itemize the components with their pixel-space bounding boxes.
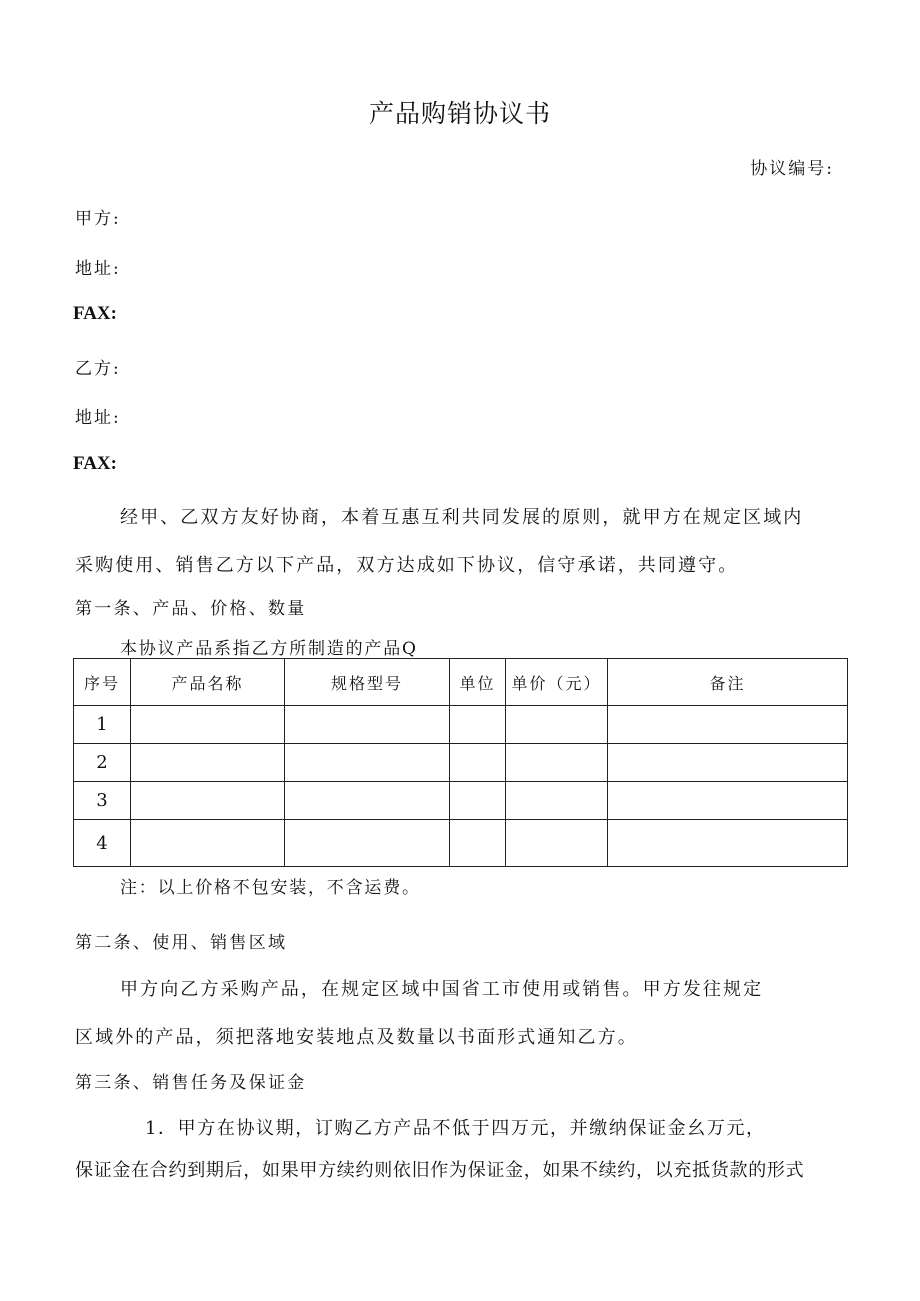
table-cell — [608, 820, 848, 867]
party-b-fax-label: FAX: — [73, 453, 117, 474]
column-header-unit: 单位 — [450, 659, 506, 706]
article-2-line-2: 区域外的产品，须把落地安装地点及数量以书面形式通知乙方。 — [75, 1027, 638, 1048]
table-cell — [285, 706, 450, 744]
table-cell — [506, 820, 608, 867]
table-cell — [450, 706, 506, 744]
column-header-index: 序号 — [74, 659, 131, 706]
table-cell-index: 2 — [74, 744, 131, 782]
intro-line-2: 采购使用、销售乙方以下产品，双方达成如下协议，信守承诺，共同遵守。 — [75, 555, 739, 576]
table-row — [74, 820, 848, 867]
table-cell — [131, 782, 285, 820]
product-table — [73, 658, 848, 867]
table-row — [74, 706, 848, 744]
table-cell — [285, 820, 450, 867]
column-header-remarks: 备注 — [608, 659, 848, 706]
table-cell — [285, 744, 450, 782]
table-cell — [506, 782, 608, 820]
article-3-heading: 第三条、销售任务及保证金 — [75, 1073, 307, 1093]
party-a-fax-label: FAX: — [73, 303, 117, 324]
article-3-line-2: 保证金在合约到期后，如果甲方续约则依旧作为保证金，如果不续约，以充抵货款的形式 — [75, 1160, 805, 1181]
table-cell-index: 4 — [74, 820, 131, 867]
column-header-unit-price: 单价（元） — [506, 659, 608, 706]
price-note: 注：以上价格不包安装，不含运费。 — [120, 878, 421, 898]
article-2-line-1: 甲方向乙方采购产品，在规定区域中国省工市使用或销售。甲方发往规定 — [120, 979, 764, 1000]
table-cell — [131, 744, 285, 782]
table-cell-index: 1 — [74, 706, 131, 744]
party-a-address-label: 地址: — [75, 259, 121, 279]
table-cell — [506, 744, 608, 782]
table-row — [74, 782, 848, 820]
column-header-product-name: 产品名称 — [131, 659, 285, 706]
table-cell — [608, 706, 848, 744]
table-cell-index: 3 — [74, 782, 131, 820]
article-1-heading: 第一条、产品、价格、数量 — [75, 599, 307, 619]
table-cell — [506, 706, 608, 744]
table-cell — [131, 706, 285, 744]
table-row — [74, 744, 848, 782]
table-header-row — [74, 659, 848, 706]
agreement-number-label: 协议编号: — [750, 159, 834, 179]
table-cell — [131, 820, 285, 867]
party-b-address-label: 地址: — [75, 408, 121, 428]
table-cell — [285, 782, 450, 820]
table-cell — [450, 744, 506, 782]
column-header-spec-model: 规格型号 — [285, 659, 450, 706]
party-a-label: 甲方: — [75, 209, 121, 229]
article-1-text: 本协议产品系指乙方所制造的产品Q — [120, 639, 418, 659]
intro-line-1: 经甲、乙双方友好协商，本着互惠互利共同发展的原则，就甲方在规定区域内 — [120, 507, 804, 528]
table-cell — [608, 782, 848, 820]
table-cell — [450, 820, 506, 867]
document-title: 产品购销协议书 — [368, 99, 551, 128]
article-3-line-1: 1．甲方在协议期，订购乙方产品不低于四万元，并缴纳保证金幺万元， — [145, 1118, 766, 1139]
article-2-heading: 第二条、使用、销售区域 — [75, 933, 288, 953]
party-b-label: 乙方: — [75, 359, 121, 379]
table-cell — [450, 782, 506, 820]
table-cell — [608, 744, 848, 782]
